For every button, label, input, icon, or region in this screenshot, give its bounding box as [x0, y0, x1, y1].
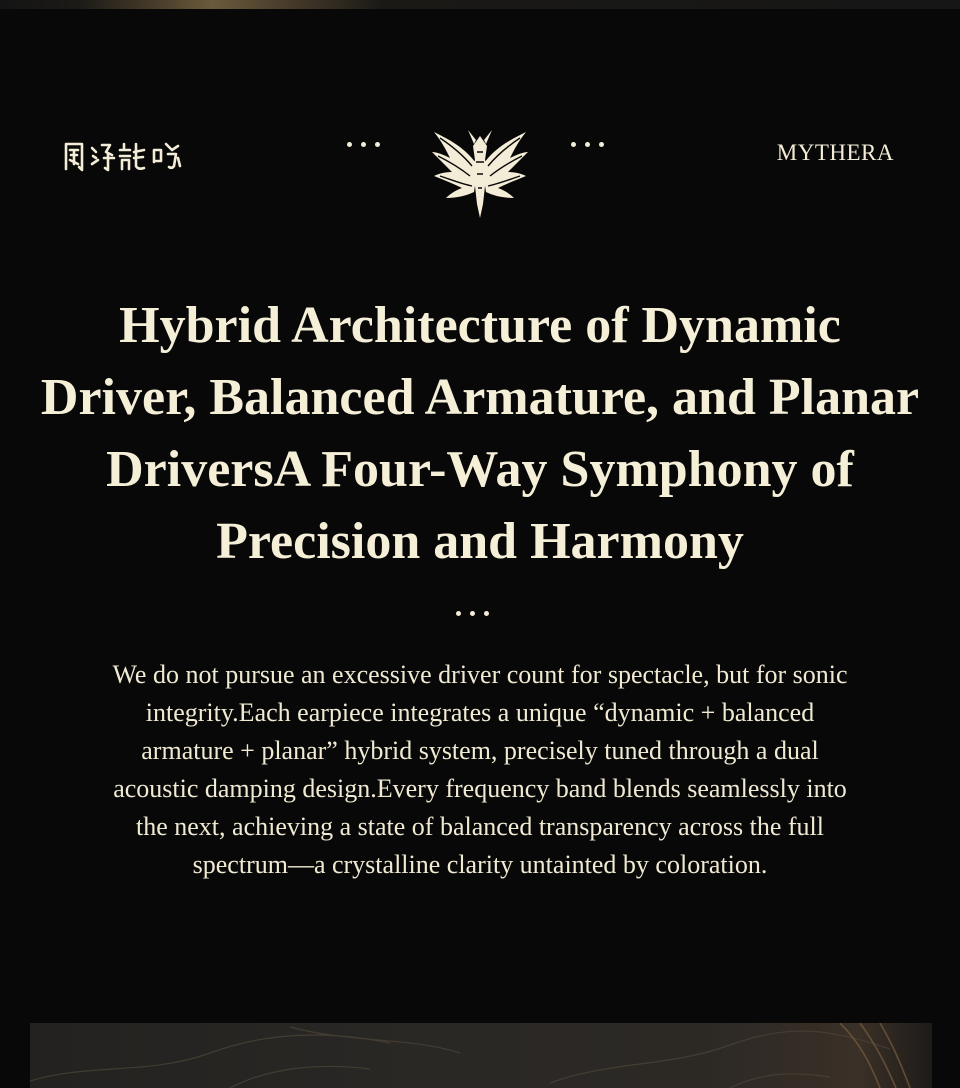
bottom-product-image [30, 1023, 932, 1088]
title-divider-dots [456, 611, 489, 616]
brand-name: MYTHERA [776, 140, 894, 165]
section-description: We do not pursue an excessive driver count for spectacle, but for sonic integrity.Each earpiece integrates a unique “dynamic + balanced armature + planar” hybrid system, precisely tuned through a dual acoustic damping design.Every frequency band blends seamlessly into the next, achieving a state of balanced transparency across the full spectrum—a crystalline clarity untainted by coloration. [112, 660, 848, 879]
section-title: Hybrid Architecture of Dynamic Driver, Balanced Armature, and Planar DriversA Four-Way Symphony of Precision and Harmony [40, 297, 920, 570]
decorative-dots-left [347, 142, 380, 147]
winged-dragon-emblem-icon [428, 126, 532, 222]
calligraphy-logo [62, 136, 182, 176]
top-product-image [0, 0, 960, 9]
decorative-dots-right [571, 142, 604, 147]
brand-header [0, 120, 960, 230]
